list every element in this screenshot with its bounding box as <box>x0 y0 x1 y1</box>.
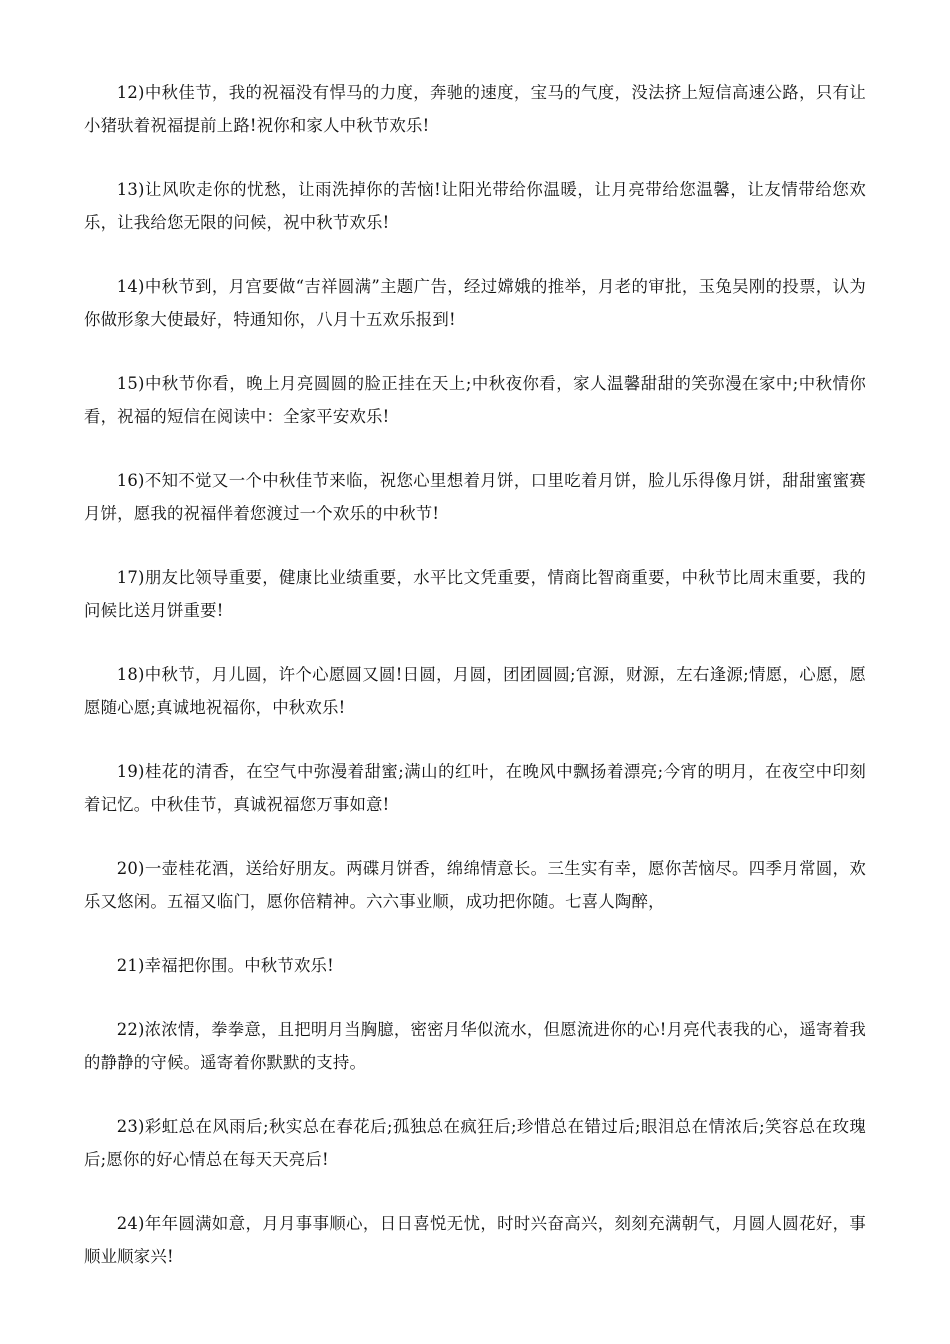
paragraph-19: 19)桂花的清香，在空气中弥漫着甜蜜;满山的红叶，在晚风中飘扬着漂亮;今宵的明月，在夜空中印刻着记忆。中秋佳节，真诚祝福您万事如意! <box>84 762 866 814</box>
paragraph-15: 15)中秋节你看，晚上月亮圆圆的脸正挂在天上;中秋夜你看，家人温馨甜甜的笑弥漫在家中;中秋情你看，祝福的短信在阅读中：全家平安欢乐! <box>84 374 866 426</box>
paragraph-24: 24)年年圆满如意，月月事事顺心，日日喜悦无忧，时时兴奋高兴，刻刻充满朝气，月圆人圆花好，事顺业顺家兴! <box>84 1214 866 1266</box>
paragraph-16: 16)不知不觉又一个中秋佳节来临，祝您心里想着月饼，口里吃着月饼，脸儿乐得像月饼，甜甜蜜蜜赛月饼，愿我的祝福伴着您渡过一个欢乐的中秋节! <box>84 471 866 523</box>
paragraph-12: 12)中秋佳节，我的祝福没有悍马的力度，奔驰的速度，宝马的气度，没法挤上短信高速公路，只有让小猪驮着祝福提前上路!祝你和家人中秋节欢乐! <box>84 83 866 135</box>
paragraph-20: 20)一壶桂花酒，送给好朋友。两碟月饼香，绵绵情意长。三生实有幸，愿你苦恼尽。四季月常圆，欢乐又悠闲。五福又临门，愿你倍精神。六六事业顺，成功把你随。七喜人陶醉， <box>84 859 866 911</box>
paragraph-21: 21)幸福把你围。中秋节欢乐! <box>116 956 334 975</box>
paragraph-22: 22)浓浓情，拳拳意，且把明月当胸臆，密密月华似流水，但愿流进你的心!月亮代表我的心，遥寄着我的静静的守候。遥寄着你默默的支持。 <box>84 1020 866 1072</box>
paragraph-23: 23)彩虹总在风雨后;秋实总在春花后;孤独总在疯狂后;珍惜总在错过后;眼泪总在情浓后;笑容总在玫瑰后;愿你的好心情总在每天天亮后! <box>84 1117 866 1169</box>
paragraph-18: 18)中秋节，月儿圆，许个心愿圆又圆!日圆，月圆，团团圆圆;官源，财源，左右逢源;情愿，心愿，愿愿随心愿;真诚地祝福你，中秋欢乐! <box>84 665 866 717</box>
paragraph-13: 13)让风吹走你的忧愁，让雨洗掉你的苦恼!让阳光带给你温暖，让月亮带给您温馨，让友情带给您欢乐，让我给您无限的问候，祝中秋节欢乐! <box>84 180 866 232</box>
paragraph-17: 17)朋友比领导重要，健康比业绩重要，水平比文凭重要，情商比智商重要，中秋节比周末重要，我的问候比送月饼重要! <box>84 568 866 620</box>
paragraph-14: 14)中秋节到，月宫要做“吉祥圆满”主题广告，经过嫦娥的推举，月老的审批，玉兔吴刚的投票，认为你做形象大使最好，特通知你，八月十五欢乐报到! <box>84 277 866 329</box>
